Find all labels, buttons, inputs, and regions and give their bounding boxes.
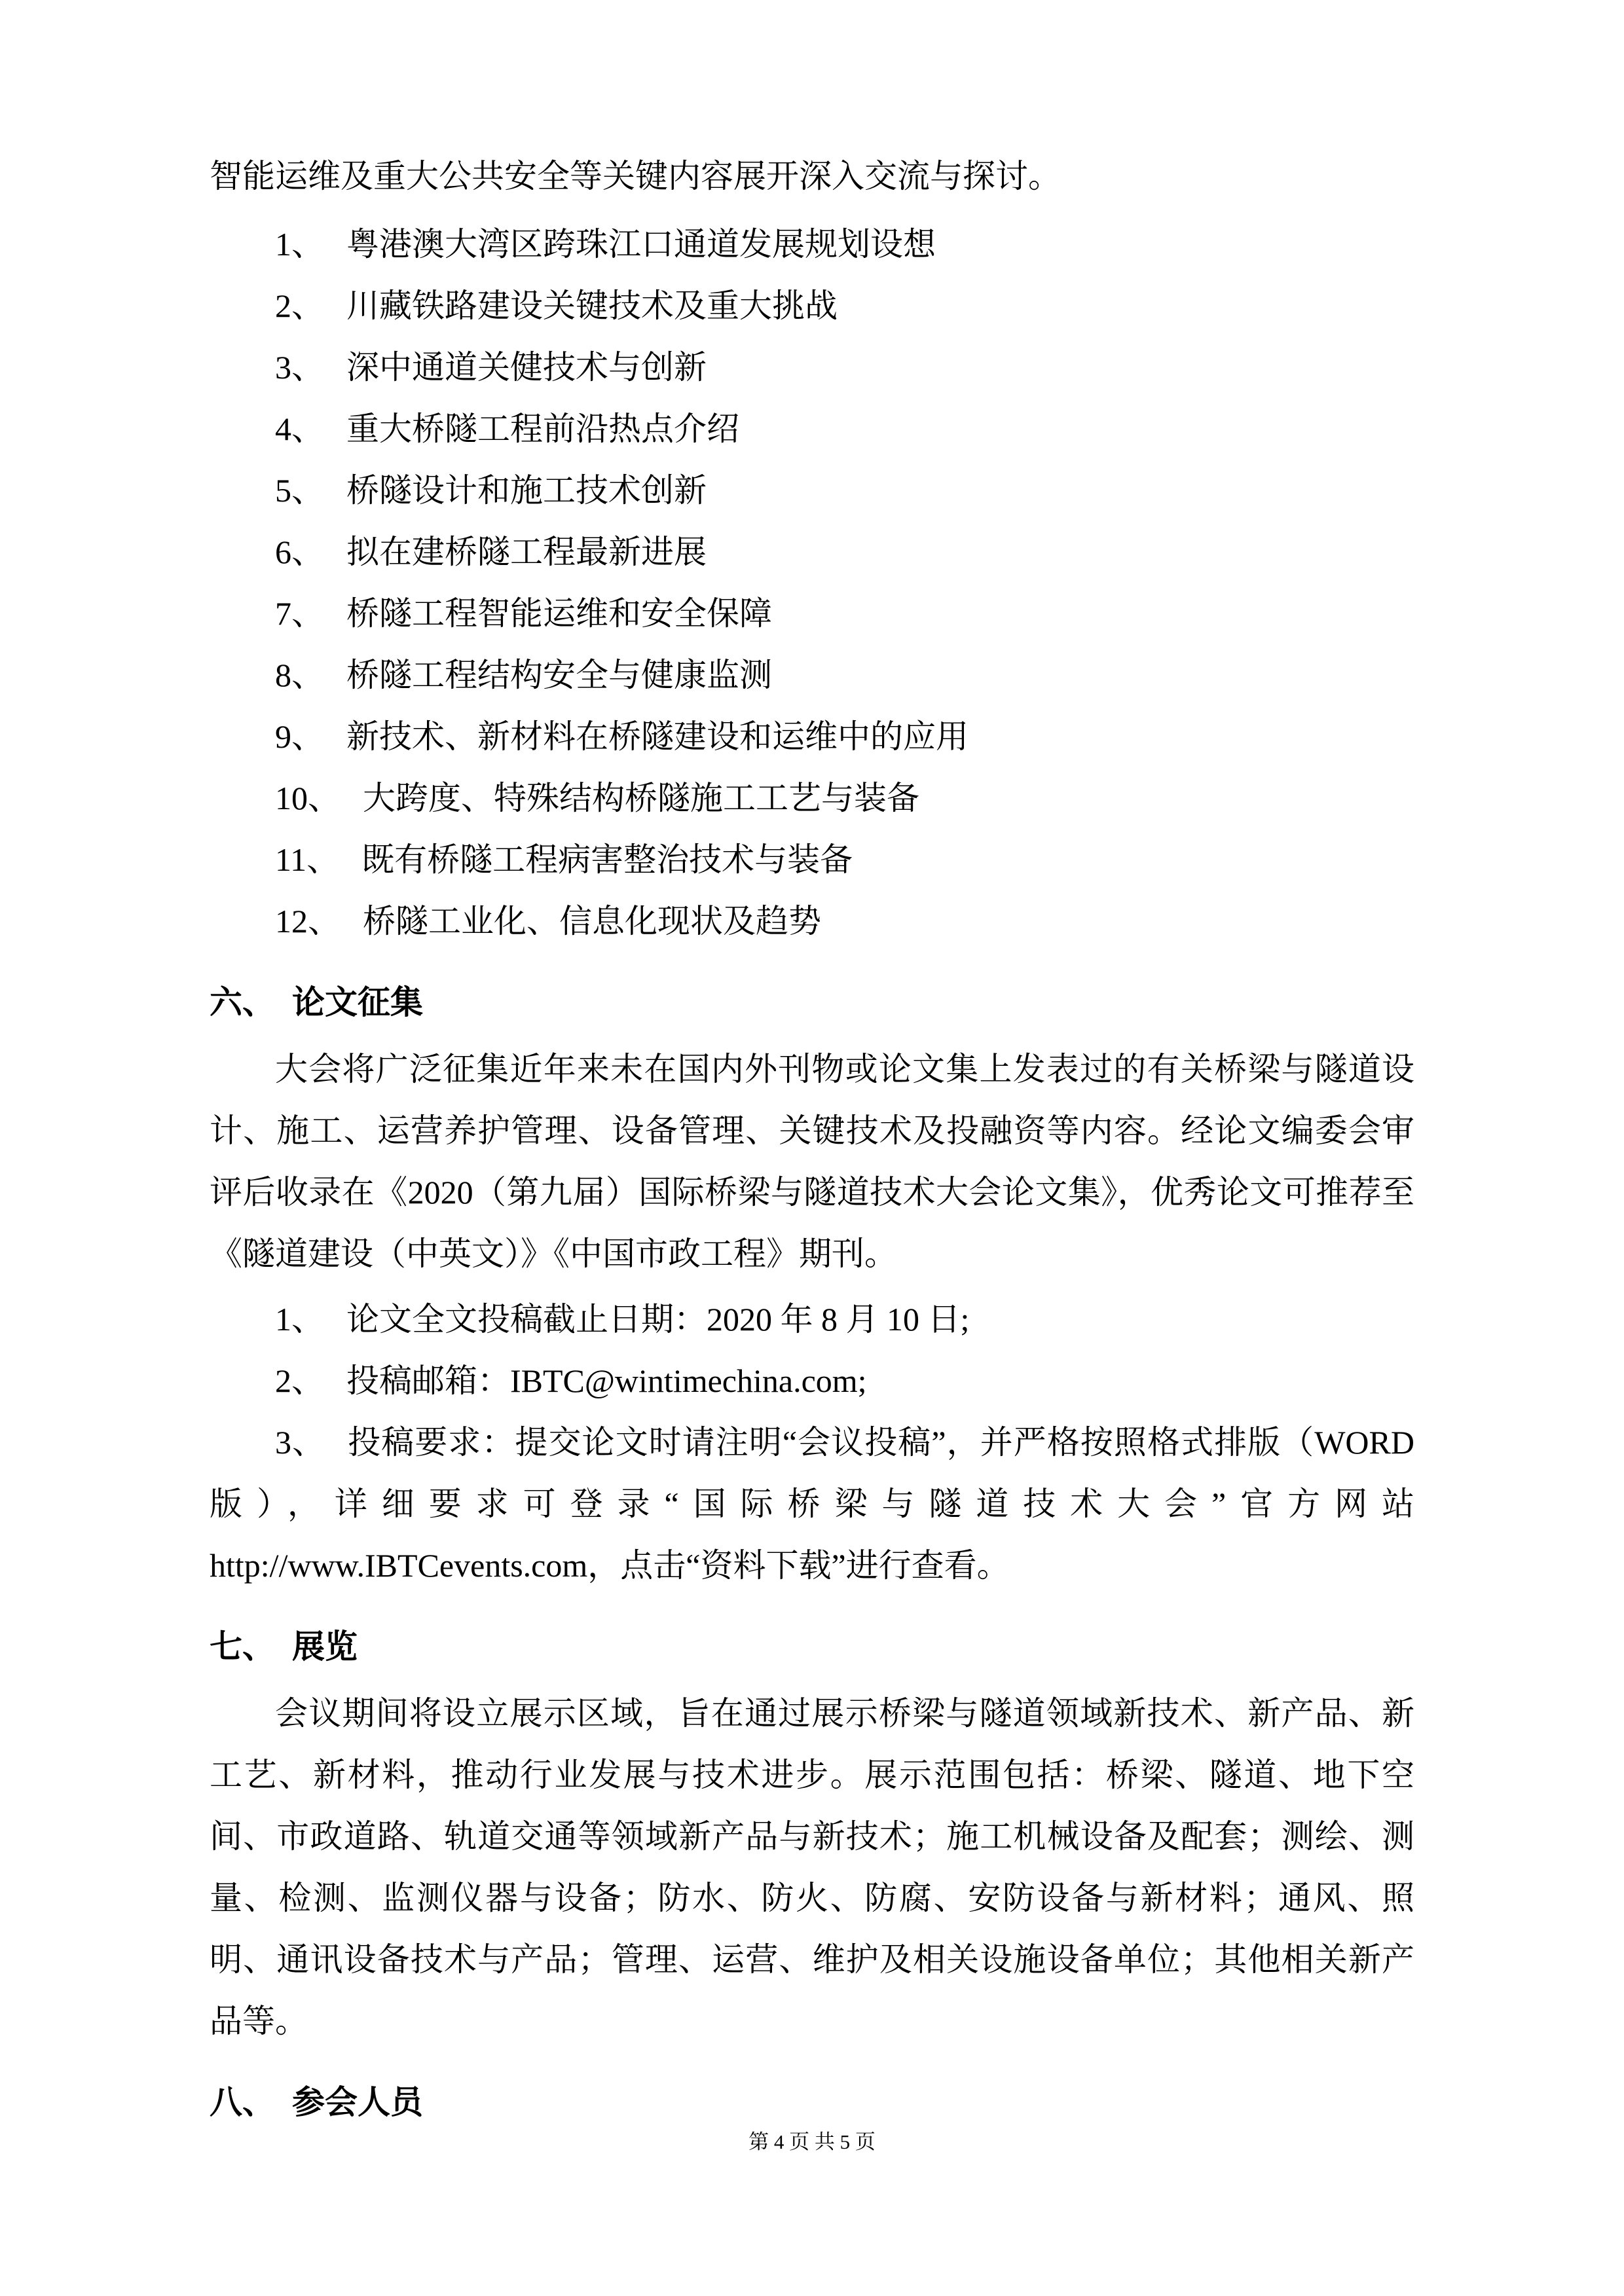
page-number-indicator: 第 4 页 共 5 页 bbox=[748, 2130, 876, 2153]
topic-text: 川藏铁路建设关键技术及重大挑战 bbox=[346, 287, 838, 324]
topic-item bbox=[210, 767, 1414, 829]
topic-number: 6、 bbox=[275, 534, 324, 570]
topics-list bbox=[210, 213, 1414, 952]
submission-deadline-text: 论文全文投稿截止日期：2020 年 8 月 10 日; bbox=[346, 1301, 970, 1338]
topic-text: 粤港澳大湾区跨珠江口通道发展规划设想 bbox=[346, 226, 936, 263]
topic-item bbox=[210, 337, 1414, 398]
topic-text: 深中通道关健技术与创新 bbox=[346, 349, 707, 386]
submission-requirements-text-end: ，点击“资料下载”进行查看。 bbox=[587, 1547, 1010, 1584]
topic-text: 桥隧设计和施工技术创新 bbox=[346, 472, 707, 509]
section-heading-papers bbox=[210, 972, 1414, 1033]
topic-number: 8、 bbox=[275, 657, 324, 693]
conference-website-url: http://www.IBTCevents.com bbox=[210, 1547, 588, 1584]
topic-text: 既有桥隧工程病害整治技术与装备 bbox=[361, 841, 853, 878]
topic-text: 桥隧工程结构安全与健康监测 bbox=[346, 657, 772, 693]
topic-item bbox=[210, 213, 1414, 275]
topic-item bbox=[210, 275, 1414, 337]
topic-item bbox=[210, 583, 1414, 644]
section-number: 七、 bbox=[210, 1628, 275, 1665]
topic-number: 1、 bbox=[275, 226, 324, 263]
section-title: 参会人员 bbox=[292, 2084, 423, 2121]
exhibition-paragraph: 会议期间将设立展示区域，旨在通过展示桥梁与隧道领域新技术、新产品、新工艺、新材料，推动行业发展与技术进步。展示范围包括：桥梁、隧道、地下空间、市政道路、轨道交通等领域新产品与新技术；施工机械设备及配套；测绘、测量、检测、监测仪器与设备；防水、防火、防腐、安防设备与新材料；通风、照明、通讯设备技术与产品；管理、运营、维护及相关设施设备单位；其他相关新产品等。 bbox=[210, 1695, 1414, 2039]
topic-item bbox=[210, 829, 1414, 890]
topic-item bbox=[210, 644, 1414, 706]
topic-number: 2、 bbox=[275, 287, 324, 324]
topic-text: 桥隧工业化、信息化现状及趋势 bbox=[363, 903, 821, 939]
section-title: 论文征集 bbox=[292, 984, 423, 1021]
section-number: 八、 bbox=[210, 2084, 275, 2121]
topic-number: 3、 bbox=[275, 349, 324, 386]
submission-item bbox=[210, 1288, 1414, 1350]
topic-number: 7、 bbox=[275, 595, 324, 632]
topic-text: 新技术、新材料在桥隧建设和运维中的应用 bbox=[346, 718, 969, 755]
topic-number: 4、 bbox=[275, 410, 324, 447]
paragraph-continued: 智能运维及重大公共安全等关键内容展开深入交流与探讨。 bbox=[210, 158, 1061, 194]
topic-text: 重大桥隧工程前沿热点介绍 bbox=[346, 410, 739, 447]
submission-item-number: 3、 bbox=[275, 1424, 326, 1461]
topic-item bbox=[210, 398, 1414, 460]
papers-paragraph: 大会将广泛征集近年来未在国内外刊物或论文集上发表过的有关桥梁与隧道设计、施工、运营养护管理、设备管理、关键技术及投融资等内容。经论文编委会审评后收录在《2020（第九届）国际桥梁与隧道技术大会论文集》，优秀论文可推荐至《隧道建设（中英文）》《中国市政工程》期刊。 bbox=[210, 1051, 1414, 1272]
topic-text: 桥隧工程智能运维和安全保障 bbox=[346, 595, 772, 632]
submission-email-suffix: ; bbox=[857, 1362, 867, 1399]
submission-requirements-text: 投稿要求：提交论文时请注明“会议投稿”，并严格按照格式排版（WORD版），详细要求可登录“国际桥梁与隧道技术大会”官方网站 bbox=[210, 1424, 1414, 1522]
topic-text: 拟在建桥隧工程最新进展 bbox=[346, 534, 707, 570]
submission-email-label: 投稿邮箱： bbox=[346, 1362, 510, 1399]
topic-item bbox=[210, 890, 1414, 952]
submission-email: IBTC@wintimechina.com bbox=[510, 1362, 858, 1399]
topic-item bbox=[210, 460, 1414, 521]
topic-text: 大跨度、特殊结构桥隧施工工艺与装备 bbox=[363, 780, 919, 816]
topic-number: 10、 bbox=[275, 780, 341, 816]
topic-number: 9、 bbox=[275, 718, 324, 755]
section-number: 六、 bbox=[210, 984, 275, 1021]
topic-number: 11、 bbox=[275, 841, 340, 878]
paper-submission-list bbox=[210, 1288, 1414, 1596]
document-body bbox=[210, 145, 1414, 2133]
section-title: 展览 bbox=[292, 1628, 358, 1665]
submission-item-number: 2、 bbox=[275, 1362, 324, 1399]
submission-item bbox=[210, 1350, 1414, 1412]
topic-number: 12、 bbox=[275, 903, 341, 939]
section-heading-attendees bbox=[210, 2071, 1414, 2133]
topic-item bbox=[210, 521, 1414, 583]
topic-number: 5、 bbox=[275, 472, 324, 509]
section-heading-exhibition bbox=[210, 1616, 1414, 1677]
topic-item bbox=[210, 706, 1414, 767]
page-footer bbox=[0, 2129, 1624, 2155]
submission-item bbox=[210, 1412, 1414, 1596]
submission-item-number: 1、 bbox=[275, 1301, 324, 1338]
